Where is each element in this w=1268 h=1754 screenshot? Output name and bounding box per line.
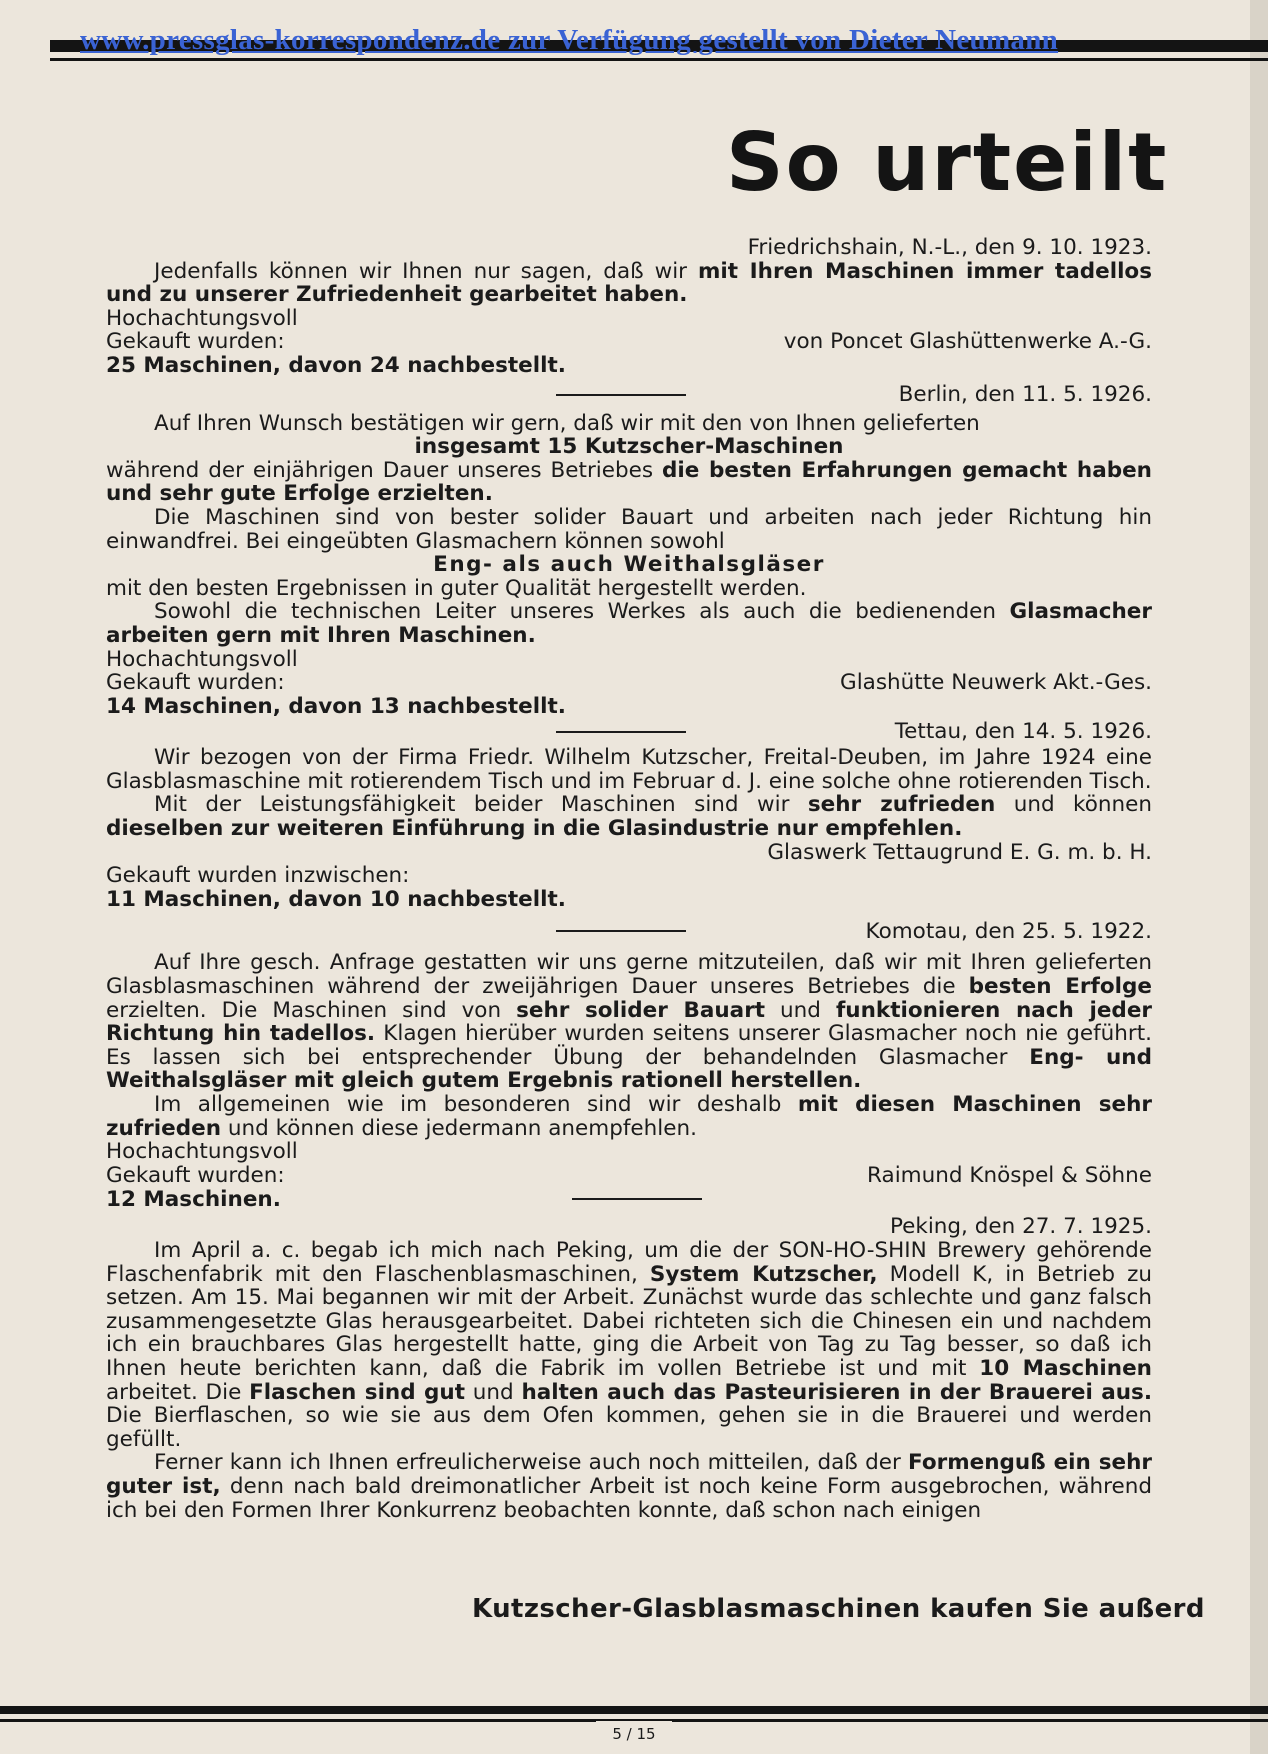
letter-date: Berlin, den 11. 5. 1926. [898,381,1152,407]
bought-value: 11 Maschinen, davon 10 nachbestellt. [106,886,566,912]
letter-closing: Hochachtungsvoll [106,1139,298,1165]
letter-date: Komotau, den 25. 5. 1922. [865,918,1152,944]
letter-separator [106,378,1152,412]
letter-bought-row [106,671,1152,695]
letter-date: Peking, den 27. 7. 1925. [889,1214,1152,1240]
page-number: 5 / 15 [596,1721,672,1747]
letter-signature: Glashütte Neuwerk Akt.-Ges. [840,670,1152,696]
page-edge [1250,0,1268,1754]
letter-highlight: Eng- als auch Weithalsgläser [433,552,825,578]
letter-bought-row [106,1164,1152,1188]
letter-highlight: insgesamt 15 Kutzscher-Maschinen [414,434,844,460]
bought-label: Gekauft wurden inzwischen: [106,863,410,889]
bought-label: Gekauft wurden: [106,329,285,355]
divider-line [572,1198,702,1200]
top-rule-thin [50,58,1268,61]
divider-line [556,394,686,396]
letter-date: Friedrichshain, N.-L., den 9. 10. 1923. [747,235,1152,260]
letter-paragraph: Auf Ihren Wunsch bestätigen wir gern, daß wir mit den von Ihnen gelieferten [154,410,980,436]
letter-paragraph: Mit der Leistungsfähigkeit beider Maschinen sind wir sehr zufrieden und können dieselben zur weiteren Einführung in die Glasindustrie nur empfehlen. [106,792,1153,842]
letter-paragraph: mit den besten Ergebnissen in guter Qualität hergestellt werden. [106,575,807,601]
letter-paragraph: Wir bezogen von der Firma Friedr. Wilhelm Kutzscher, Freital-Deuben, im Jahre 1924 eine Glasblasmaschine mit rotierendem Tisch und im Februar d. J. eine solche ohne rotierenden Tisch. [106,745,1152,794]
letter-paragraph: während der einjährigen Dauer unseres Betriebes die besten Erfahrungen gemacht haben und sehr gute Erfolge erzielten. [106,457,1152,507]
bought-label: Gekauft wurden: [106,1162,285,1188]
letter-separator [106,718,1152,746]
footer-slogan: Kutzscher-Glasblasmaschinen kaufen Sie außerd [472,1594,1205,1624]
letter-closing: Hochachtungsvoll [106,305,298,331]
letter-paragraph: Ferner kann ich Ihnen erfreulicherweise auch noch mitteilen, daß der Formenguß ein sehr guter ist, denn nach bald dreimonatlicher Arbeit ist noch keine Form ausgebrochen, während ich bei den Formen Ihrer Konkurrenz beobachten konnte, daß schon nach einigen [106,1450,1153,1523]
letter-paragraph: Auf Ihre gesch. Anfrage gestatten wir uns gerne mitzuteilen, daß wir mit Ihren gelieferten Glasblasmaschinen während der zweijährigen Dauer unseres Betriebes die besten Erfolge erzielten. Die Maschinen sind von sehr solider Bauart und funktionieren nach jeder Richtung hin tadellos. Klagen hierüber wurden seitens unserer Glasmacher noch nie geführt. Es lassen sich bei entsprechender Übung der behandelnden Glasmacher Eng- und Weithalsgläser mit gleich gutem Ergebnis rationell herstellen. [106,950,1153,1094]
bought-value: 25 Maschinen, davon 24 nachbestellt. [106,352,566,378]
letter-paragraph: Die Maschinen sind von bester solider Bauart und arbeiten nach jeder Richtung hin einwandfrei. Bei eingeübten Glasmachern können sowohl [106,504,1152,554]
watermark-link[interactable]: www.pressglas-korrespondenz.de zur Verfügung gestellt von Dieter Neumann [80,24,1059,56]
letter-separator [106,911,1152,951]
letter-signature: Raimund Knöspel & Söhne [867,1162,1152,1188]
letter-paragraph: Jedenfalls können wir Ihnen nur sagen, daß wir mit Ihren Maschinen immer tadellos und zu unserer Zufriedenheit gearbeitet haben. [106,258,1153,308]
letter-signature: von Poncet Glashüttenwerke A.-G. [783,329,1152,355]
letter-signature: Glaswerk Tettaugrund E. G. m. b. H. [767,839,1152,865]
bought-value: 12 Maschinen. [106,1186,281,1212]
letter-paragraph: Im allgemeinen wie im besonderen sind wir deshalb mit diesen Maschinen sehr zufrieden und können diese jedermann anempfehlen. [106,1092,1152,1141]
letter-paragraph: Sowohl die technischen Leiter unseres Werkes als auch die bedienenden Glasmacher arbeiten gern mit Ihren Maschinen. [106,599,1152,648]
bought-value: 14 Maschinen, davon 13 nachbestellt. [106,693,566,719]
letter-closing: Hochachtungsvoll [106,646,298,672]
bought-label: Gekauft wurden: [106,670,285,696]
letters-body [106,236,1152,1522]
bottom-rule [0,1706,1268,1714]
letter-bought-row [106,330,1152,354]
page-headline: So urteilt [726,118,1169,208]
divider-line [556,930,686,932]
divider-line [556,731,686,733]
letter-paragraph: Im April a. c. begab ich mich nach Peking, um die der SON-HO-SHIN Brewery gehörende Flaschenfabrik mit den Flaschenblasmaschinen, System Kutzscher, Modell K, in Betrieb zu setzen. Am 15. Mai begannen wir mit der Arbeit. Zunächst wurde das schlechte und ganz falsch zusammengesetzte Glas herausgearbeitet. Dabei richteten sich die Chinesen ein und nachdem ich ein brauchbares Glas hergestellt hatte, ging die Arbeit von Tag zu Tag besser, so daß ich Ihnen heute berichten kann, daß die Fabrik im vollen Betriebe ist und mit 10 Maschinen arbeitet. Die Flaschen sind gut und halten auch das Pasteurisieren in der Brauerei aus. Die Bierflaschen, so wie sie aus dem Ofen kommen, gehen sie in die Brauerei und werden gefüllt. [106,1237,1153,1452]
letter-bought-row [106,1187,1152,1211]
letter-date: Tettau, den 14. 5. 1926. [894,719,1152,745]
